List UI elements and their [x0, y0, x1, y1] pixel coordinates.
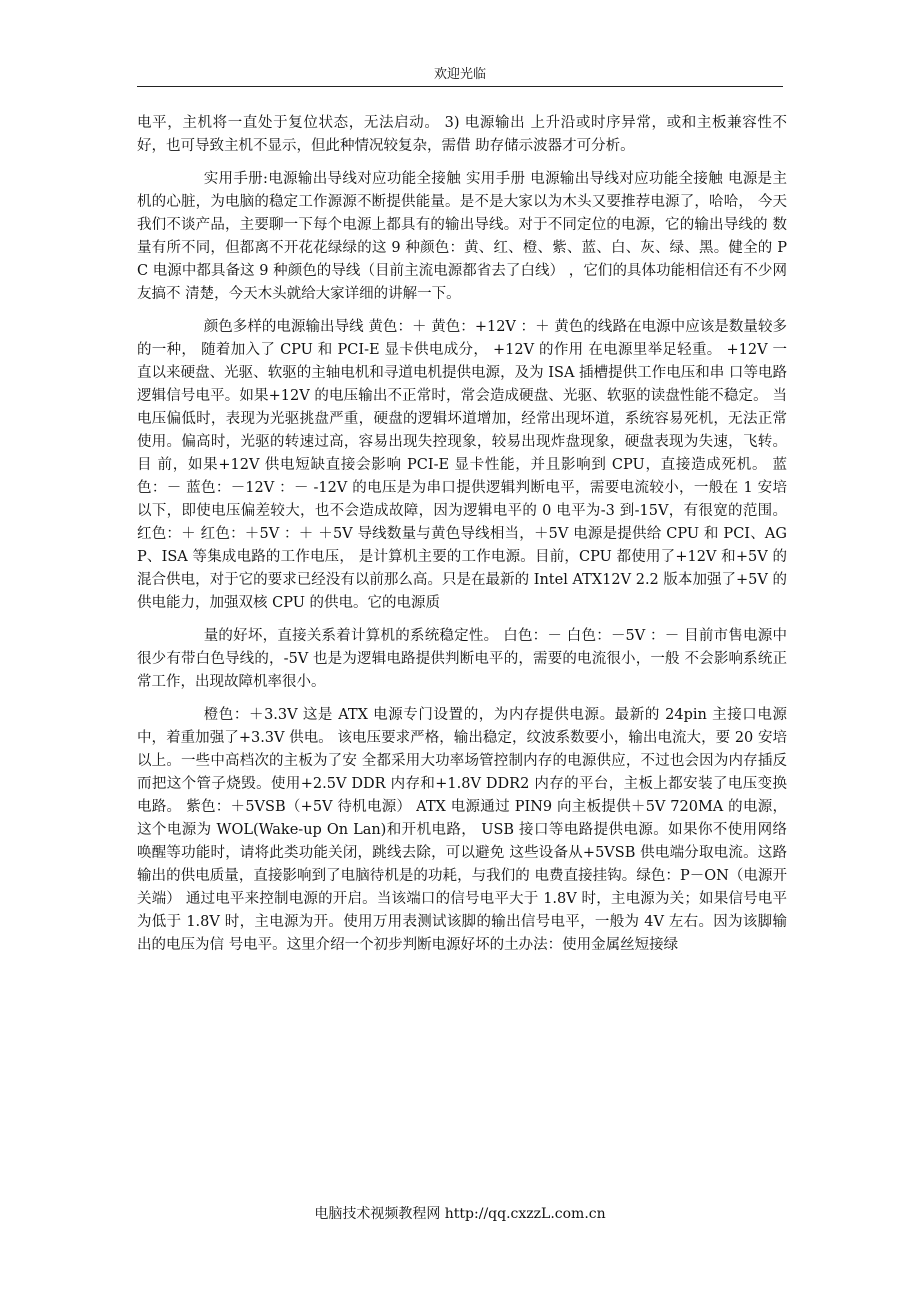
page-footer: 电脑技术视频教程网 http://qq.cxzzL.com.cn [314, 1206, 606, 1222]
paragraph-2: 实用手册:电源输出导线对应功能全接触 实用手册 电源输出导线对应功能全接触 电源是主机的心脏，为电脑的稳定工作源源不断提供能量。是不是大家以为木头又要推荐电源了，哈哈， 今天我们不谈产品，主要聊一下每个电源上都具有的输出导线。对于不同定位的电源，它的输出导线的 数量有所不同，但都离不开花花绿绿的这 9 种颜色：黄、红、橙、紫、蓝、白、灰、绿、黑。健全的 PC 电源中都具备这 9 种颜色的导线（目前主流电源都省去了白线） ，它们的具体功能相信还有不少网友搞不 清楚，今天木头就给大家详细的讲解一下。 [137, 171, 787, 302]
paragraph-3: 颜色多样的电源输出导线 黄色：＋ 黄色：+12V ：＋ 黄色的线路在电源中应该是数量较多的一种， 随着加入了 CPU 和 PCI-E 显卡供电成分， +12V 的作用 在电源里举足轻重。 +12V 一直以来硬盘、光驱、软驱的主轴电机和寻道电机提供电源，及为 ISA 插槽提供工作电压和串 口等电路逻辑信号电平。如果+12V 的电压输出不正常时，常会造成硬盘、光驱、软驱的读盘性能不稳定。 当电压偏低时，表现为光驱挑盘严重，硬盘的逻辑坏道增加，经常出现坏道，系统容易死机，无法正常 使用。偏高时，光驱的转速过高，容易出现失控现象，较易出现炸盘现象，硬盘表现为失速，飞转。目 前，如果+12V 供电短缺直接会影响 PCI-E 显卡性能，并且影响到 CPU，直接造成死机。 蓝色：－ 蓝色：－12V ：－ -12V 的电压是为串口提供逻辑判断电平，需要电流较小，一般在 1 安培以下，即使电压偏差较大，也不会造成故障，因为逻辑电平的 0 电平为-3 到-15V，有很宽的范围。 红色：＋ 红色：＋5V ：＋ ＋5V 导线数量与黄色导线相当，＋5V 电源是提供给 CPU 和 PCI、AGP、ISA 等集成电路的工作电压， 是计算机主要的工作电源。目前，CPU 都使用了+12V 和+5V 的混合供电，对于它的要求已经没有以前那么高。只是在最新的 Intel ATX12V 2.2 版本加强了+5V 的供电能力，加强双核 CPU 的供电。它的电源质 [137, 319, 787, 611]
document-body [137, 112, 787, 967]
paragraph-1: 电平，主机将一直处于复位状态，无法启动。 3) 电源输出 上升沿或时序异常，或和主板兼容性不好，也可导致主机不显示，但此种情况较复杂，需借 助存储示波器才可分析。 [137, 115, 787, 154]
page-header: 欢迎光临 [433, 67, 486, 82]
header-divider [137, 86, 783, 87]
paragraph-4: 量的好坏，直接关系着计算机的系统稳定性。 白色：－ 白色：－5V ：－ 目前市售电源中很少有带白色导线的，-5V 也是为逻辑电路提供判断电平的，需要的电流很小，一般 不会影响系统正常工作，出现故障机率很小。 [137, 628, 787, 690]
paragraph-5: 橙色：＋3.3V 这是 ATX 电源专门设置的，为内存提供电源。最新的 24pin 主接口电源中，着重加强了+3.3V 供电。 该电压要求严格，输出稳定，纹波系数要小，输出电流大，要 20 安培以上。一些中高档次的主板为了安 全都采用大功率场管控制内存的电源供应，不过也会因为内存插反而把这个管子烧毁。使用+2.5V DDR 内存和+1.8V DDR2 内存的平台，主板上都安装了电压变换电路。 紫色：＋5VSB（+5V 待机电源） ATX 电源通过 PIN9 向主板提供＋5V 720MA 的电源， 这个电源为 WOL(Wake-up On Lan)和开机电路， USB 接口等电路提供电源。如果你不使用网络唤醒等功能时，请将此类功能关闭，跳线去除，可以避免 这些设备从+5VSB 供电端分取电流。这路输出的供电质量，直接影响到了电脑待机是的功耗，与我们的 电费直接挂钩。绿色：P－ON（电源开关端） 通过电平来控制电源的开启。当该端口的信号电平大于 1.8V 时，主电源为关；如果信号电平为低于 1.8V 时，主电源为开。使用万用表测试该脚的输出信号电平，一般为 4V 左右。因为该脚输出的电压为信 号电平。这里介绍一个初步判断电源好坏的土办法：使用金属丝短接绿 [137, 707, 787, 953]
